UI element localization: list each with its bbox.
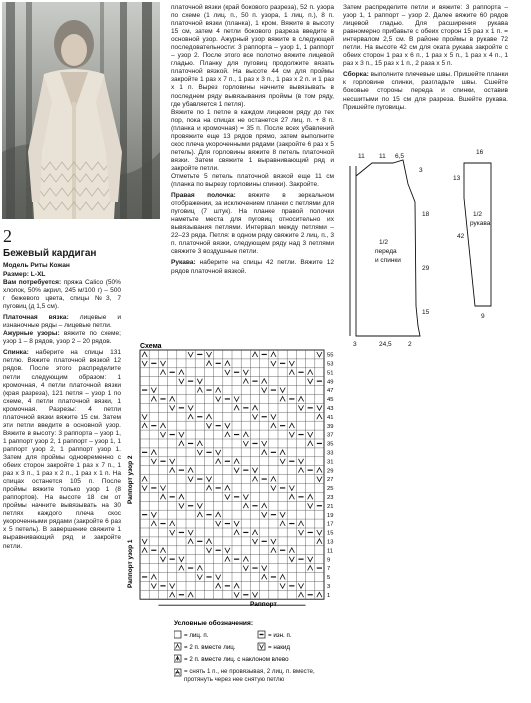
chart-row-number: 1 — [327, 592, 331, 599]
chart-row-number: 23 — [327, 495, 334, 501]
model-photo — [2, 2, 160, 219]
chart-row-number: 49 — [327, 379, 334, 386]
chart-row-number: 15 — [327, 530, 334, 537]
chart-grid — [140, 350, 324, 605]
model-author: Модель Риты Кожан — [3, 262, 70, 269]
column-right — [343, 4, 508, 112]
chart-row-numbers — [327, 353, 333, 599]
lace-paragraph: Ажурные узоры: вяжите по схеме; узор 1 – 8 рядов, узор 2 – 20 рядов. — [3, 330, 121, 346]
dim-245: 24,5 — [379, 341, 392, 348]
sleeve-piece-outline — [464, 163, 491, 306]
sleeve-label-a: 1/2 — [473, 211, 483, 218]
chart-row-number: 9 — [327, 557, 331, 564]
chart-row-number: 35 — [327, 441, 334, 448]
chart-rapport-label: Раппорт — [250, 601, 277, 608]
dim-29: 29 — [422, 265, 430, 272]
svg-text:= 2 п. вместе лиц. с наклоном: = 2 п. вместе лиц. с наклоном влево — [184, 656, 289, 663]
chart-row-number: 43 — [327, 406, 334, 412]
stockinette-paragraph: Платочная вязка: лицевые и изнаночные ряды – лицевые петли. — [3, 314, 121, 330]
chart-row-number: 37 — [327, 432, 334, 439]
dim-16: 16 — [476, 149, 484, 156]
svg-text:= изн. п.: = изн. п. — [268, 632, 292, 639]
dim-3-top: 3 — [419, 167, 423, 174]
legend-item-yarnover — [258, 643, 290, 651]
chart-row-number: 27 — [327, 477, 334, 484]
column-middle — [171, 4, 334, 276]
legend — [174, 618, 344, 698]
legend-title: Условные обозначения: — [174, 620, 254, 627]
front-back-label-c: и спинки — [375, 257, 401, 264]
front-back-label-a: 1/2 — [379, 239, 389, 246]
sleeves-paragraph: Рукава: наберите на спицы 42 петли. Вяжите 12 рядов платочной вязкой. — [171, 259, 334, 275]
legend-item-knit — [174, 631, 209, 639]
left-front-placket: Отметьте 5 петель платочной вязкой еще 11 см (планка по вырезу горловины спинки). Закройте. — [171, 172, 334, 189]
chart-label-pattern2: Раппорт узор 2 — [127, 455, 134, 504]
materials-paragraph: Вам потребуется: пряжа Calico (50% хлопок, 50% акрил, 245 м/100 г) – 500 г бежевого цвета, спицы №3, 7 пуговиц (д 1,5 см). — [3, 279, 121, 311]
legend-item-k2tog — [174, 643, 236, 651]
chart-row-number: 17 — [327, 521, 334, 528]
chart-row-number: 55 — [327, 352, 334, 359]
dim-top-11b: 11 — [379, 153, 386, 160]
chart-row-number: 45 — [327, 397, 334, 404]
dim-2: 2 — [408, 341, 412, 348]
chart-row-number: 31 — [327, 459, 334, 466]
legend-item-ssk — [174, 655, 289, 663]
chart-label-pattern1: Раппорт узор 1 — [127, 539, 134, 588]
chart-row-number: 47 — [327, 388, 334, 395]
chart-row-number: 13 — [327, 539, 334, 546]
garment-schematic — [345, 146, 527, 354]
chart-row-number: 39 — [327, 423, 334, 430]
chart-row-number: 19 — [327, 512, 334, 519]
dim-top-11a: 11 — [358, 153, 365, 160]
chart-row-number: 51 — [327, 370, 334, 377]
size-line: Размер: L-XL — [3, 270, 46, 278]
chart-row-number: 21 — [327, 503, 334, 510]
left-front-continued: платочной вязки (край бокового разреза), 52 п. узора по схеме (1 лиц. п., 50 п. узора, 1 лиц. п.), 8 п. платочной вязки (планка), 1 кром. Вяжите в высоту 15 см, затем 4 петли бокового разреза введите в основной узор. Ажурный узор вяжите в следующей последовательности: 3 раппорта – узор 1, 1 раппорт – узор 2. После этого все полотно вяжите лицевой гладью. Планку для пуговиц продолжите вязать платочной вязкой. На высоте 44 см для проймы закройте 1 раз х 7 п., 1 раз х 3 п., 1 раз х 2 п. и 1 раз х 1 п. Вырез горловины начните вывязывать в последнем ряду вывязывания проймы (в том ряду, где убавляется 1 петля). — [171, 4, 334, 108]
sleeves-continued: Затем распределите петли и вяжите: 3 раппорта – узор 1, 1 раппорт – узор 2. Далее вяжите 60 рядов лицевой гладью. Для расширения рукава равномерно прибавьте с обеих сторон 15 раз х 1 п. = интервалом 2,5 см. В районе проймы в рукаве 72 петли. На высоте 42 см для оката рукава закройте с обеих сторон 1 раз х 6 п., 1 раз х 5 п., 1 раз х 4 п., 1 раз х 3 п., 15 раз х 1 п., 2 раза х 5 п. — [343, 4, 508, 68]
dim-3-bottom: 3 — [353, 341, 357, 348]
chart-row-number: 11 — [327, 548, 334, 555]
knitting-chart — [118, 342, 340, 626]
chart-row-number: 29 — [327, 468, 334, 475]
dim-18: 18 — [422, 211, 430, 218]
svg-text:= лиц. п.: = лиц. п. — [184, 632, 209, 639]
back-paragraph: Спинка: наберите на спицы 131 петлю. Вяжите платочной вязкой 12 рядов. После этого распределите петли следующим образом: 1 кромочная, 4 петли платочной вязки (края разреза), 121 петля – узор 1 по схеме, 4 петли платочной вязки, 1 кромочная. Разрезы: 4 петли платочной вязки вяжите 15 см. Затем эти петли введите в основной узор. Вяжите в высоту: 3 раппорта – узор 1, 1 раппорт узор 2, 1 раппорт – узор 1, 1 раппорт узор 2, 1 раппорт узор 1. Затем для проймы одновременно с обеих сторон закройте 1 раз х 7 п., 1 раз х 3 п., 1 раз х 2 п., 1 раз х 1 п. На спицах останется 105 п. После проймы вяжите только узор 1 (8 раппортов). На высоте 18 см от проймы начните вывязывать на 30 петлях каждого плеча скос укороченными рядами (закройте 6 раз х 5 петель). В завершение свяжите 1 выравнивающий ряд и закройте петли. — [3, 349, 121, 550]
legend-item-sk2p: = снять 1 п., не провязывая, 2 лиц. п. вместе, протянуть через нее снятую петлю — [174, 668, 342, 690]
dim-15: 15 — [422, 309, 430, 316]
dim-42: 42 — [457, 233, 465, 240]
chart-row-number: 3 — [327, 584, 331, 590]
chart-row-number: 5 — [327, 575, 331, 582]
svg-text:= накид: = накид — [268, 644, 290, 651]
chart-row-number: 33 — [327, 450, 334, 457]
assembly-paragraph: Сборка: выполните плечевые швы. Пришейте планки к горловине спинки, разгладьте швы. Сшейте боковые стороны переда и спинки, оставив несшитыми по 15 см для разреза. Вшейте рукава. Пришейте пуговицы. — [343, 71, 508, 111]
right-front-paragraph: Правая полочка: вяжите в зеркальном отображении, за исключением планки с петлями для пуговиц (7 штук). На планке правой полочки наметьте места для пуговиц относительно их вывязывания петлями. Интервал между петлями – 22–23 ряда. Петля: в одном ряду свяжите 2 лиц. п., 3 п. платочной вязки, следующем ряду над 3 петлями свяжите 3 воздушные петли. — [171, 192, 334, 256]
page-title: Бежевый кардиган — [3, 248, 97, 259]
dim-top-65: 6,5 — [395, 153, 405, 160]
left-front-neckline: Вяжите по 1 петле в каждом лицевом ряду до тех пор, пока на спицах не останется 27 лиц. п. + 8 п. (планка и кромочная) = 35 п. После всех убавлений провяжите еще 13 рядов прямо, затем выполните скос плеча укороченными рядами (закройте 6 раз х 5 петель). Для горловины вяжите 8 петель платочной вязки. Затем свяжите 1 выравнивающий ряд и закройте петли. — [171, 108, 334, 172]
chart-title: Схема — [140, 343, 162, 350]
sleeve-label-b: рукава — [470, 220, 491, 227]
svg-text:= 2 п. вместе лиц.: = 2 п. вместе лиц. — [184, 644, 236, 651]
dim-13: 13 — [453, 175, 461, 182]
dim-9: 9 — [481, 313, 485, 320]
chart-row-number: 53 — [327, 361, 334, 368]
pattern-number: 2 — [3, 226, 12, 246]
front-back-label-b: переда — [375, 248, 397, 255]
chart-row-number: 25 — [327, 486, 334, 493]
chart-row-number: 7 — [327, 566, 331, 573]
legend-item-purl — [258, 631, 292, 639]
column-left — [3, 226, 121, 551]
chart-row-number: 41 — [327, 414, 334, 421]
